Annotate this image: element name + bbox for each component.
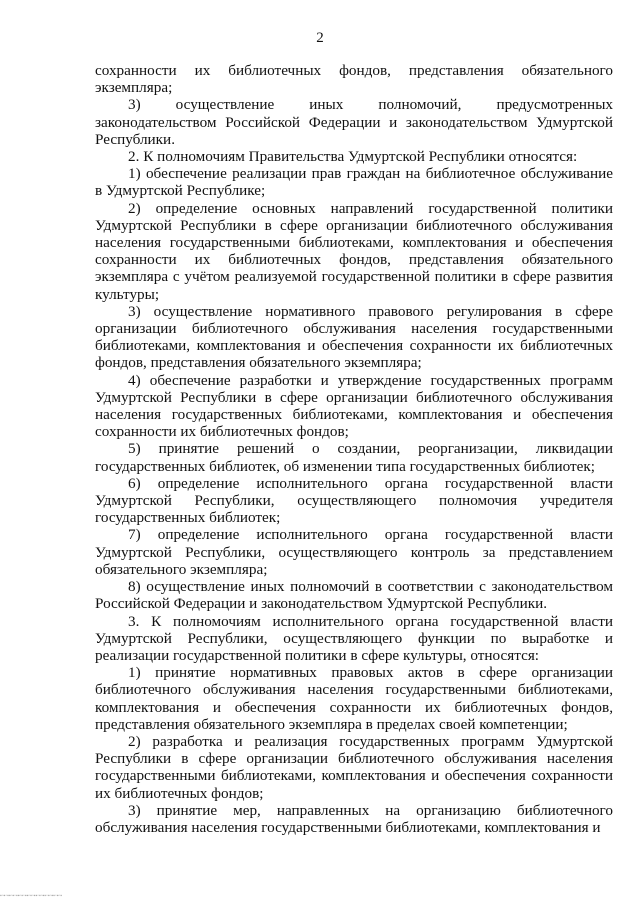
paragraph: 3) осуществление нормативного правового регулирования в сфере организации библиотечного обслуживания населения государственными библиотеками, комплектования и обеспечения сохранности их библиотечных фондов, представления обязательного экземпляра; (95, 302, 613, 372)
paragraph: 2. К полномочиям Правительства Удмуртской Республики относятся: (128, 148, 578, 166)
paragraph: сохранности их библиотечных фондов, представления обязательного экземпляра; (95, 62, 613, 97)
paragraph: 3) осуществление иных полномочий, предусмотренных законодательством Российской Федерации и законодательством Удмуртской Республики. (95, 96, 613, 148)
document-body (95, 62, 613, 836)
paragraph: 2) определение основных направлений государственной политики Удмуртской Республики в сфере организации библиотечного обслуживания населения государственными библиотеками, комплектования и обеспечения сохранности их библиотечных фондов, представления обязательного экземпляра с учётом реализуемой государственной политики в сфере развития культуры; (95, 199, 613, 303)
paragraph: 4) обеспечение разработки и утверждение государственных программ Удмуртской Республики в сфере организации библиотечного обслуживания населения государственных библиотеками, комплектования и обеспечения сохранности их библиотечных фондов; (95, 371, 613, 441)
paragraph: 8) осуществление иных полномочий в соответствии с законодательством Российской Федерации и законодательством Удмуртской Республики. (95, 578, 613, 613)
paragraph: 3) принятие мер, направленных на организацию библиотечного обслуживания населения государственными библиотеками, комплектования и (95, 801, 613, 836)
paragraph: 7) определение исполнительного органа государственной власти Удмуртской Республики, осуществляющего контроль за представлением обязательного экземпляра; (95, 526, 613, 578)
paragraph: 1) принятие нормативных правовых актов в сфере организации библиотечного обслуживания населения государственными библиотеками, комплектования и обеспечения сохранности их библиотечных фондов, представления обязательного экземпляра в пределах своей компетенции; (95, 664, 613, 733)
paragraph: 6) определение исполнительного органа государственной власти Удмуртской Республики, осуществляющего полномочия учредителя государственных библиотек; (95, 474, 613, 527)
paragraph: 2) разработка и реализация государственных программ Удмуртской Республики в сфере организации библиотечного обслуживания населения государственными библиотеками, комплектования и обеспечения сохранности их библиотечных фондов; (95, 732, 613, 802)
paragraph: 3. К полномочиям исполнительного органа государственной власти Удмуртской Республики, осуществляющего функции по выработке и реализации государственной политики в сфере культуры, относятся: (95, 612, 613, 664)
scan-footer-mark: ▪▫▪▫▪▪▫▪▫▪▪▫▪▫▪▪▫▪▫▪▪▫▪▫▪▪▫▪▫▪▪▫▪▫▪ (0, 893, 63, 899)
paragraph: 5) принятие решений о создании, реорганизации, ликвидации государственных библиотек, об изменении типа государственных библиотек; (95, 440, 613, 475)
page-number: 2 (316, 30, 324, 46)
paragraph: 1) обеспечение реализации прав граждан на библиотечное обслуживание в Удмуртской Республике; (95, 165, 613, 200)
